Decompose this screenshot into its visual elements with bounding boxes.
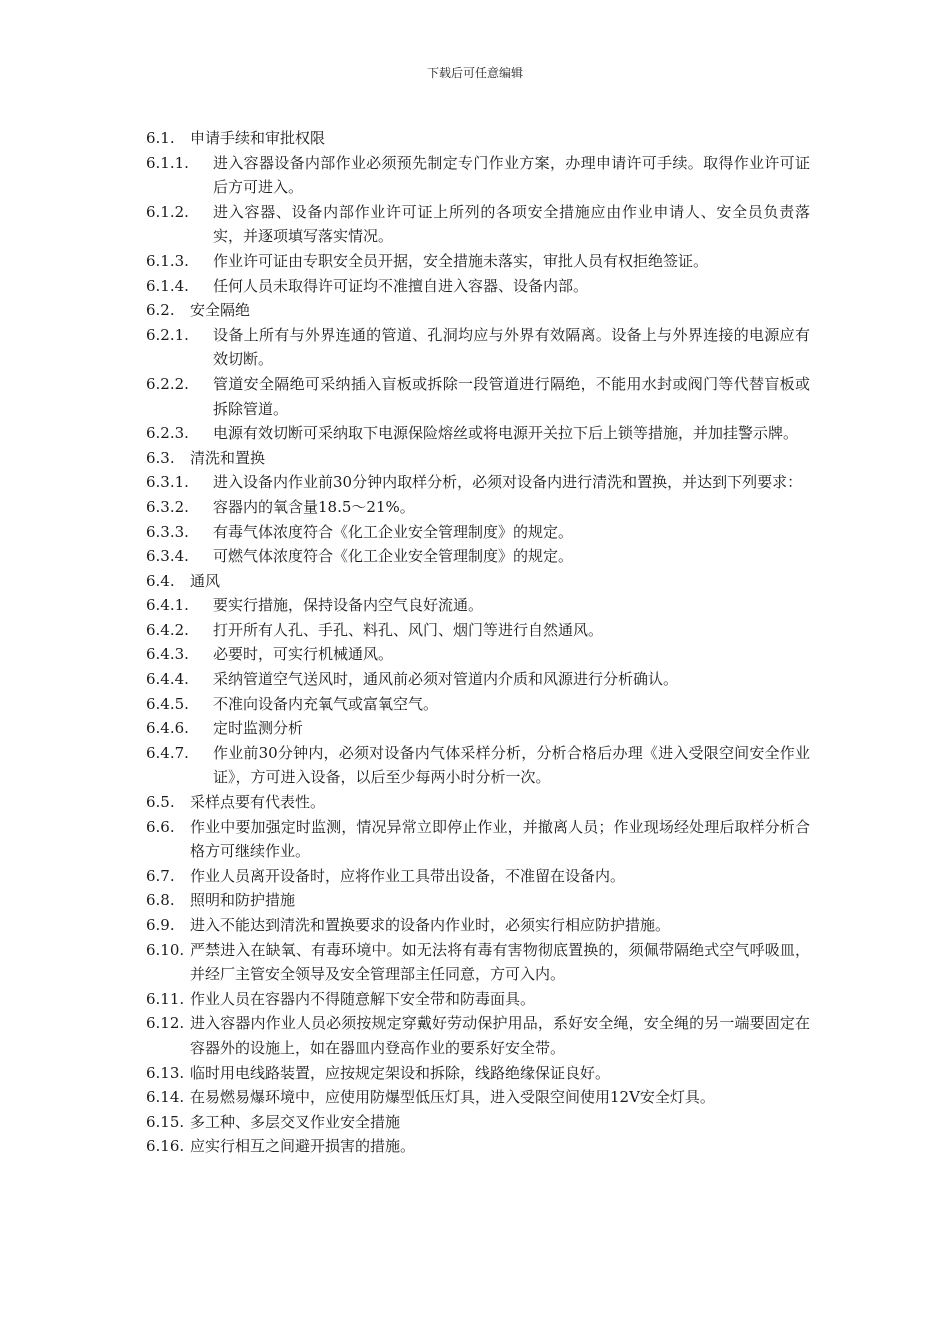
section-item	[146, 618, 810, 643]
section-item	[146, 667, 810, 692]
section-number: 6.4.6.	[146, 719, 189, 738]
section-item	[146, 593, 810, 618]
section-number: 6.1.4.	[146, 276, 189, 295]
section-text: 打开所有人孔、手孔、料孔、风门、烟门等进行自然通风。	[213, 620, 604, 639]
section-text: 作业许可证由专职安全员开据，安全措施未落实，审批人员有权拒绝签证。	[213, 251, 709, 270]
section-item	[146, 520, 810, 545]
section-item	[146, 716, 810, 741]
section-text: 作业前30分钟内，必须对设备内气体采样分析，分析合格后办理《进入受限空间安全作业证》，方可进入设备，以后至少每两小时分析一次。	[213, 743, 810, 787]
section-item	[146, 642, 810, 667]
section-number: 6.2.2.	[146, 374, 189, 393]
section-number: 6.3.	[146, 448, 175, 467]
section-number: 6.4.7.	[146, 743, 189, 762]
section-number: 6.4.2.	[146, 620, 189, 639]
section-text: 申请手续和审批权限	[190, 129, 326, 147]
section-text: 定时监测分析	[213, 719, 304, 738]
section-item	[146, 446, 810, 471]
section-text: 进入容器内作业人员必须按规定穿戴好劳动保护用品，系好安全绳，安全绳的另一端要固定在容器外的设施上，如在器皿内登高作业的要系好安全带。	[190, 1014, 810, 1057]
section-item	[146, 126, 810, 151]
section-item	[146, 815, 810, 864]
section-item	[146, 987, 810, 1012]
section-item	[146, 249, 810, 274]
section-item	[146, 1085, 810, 1110]
section-item	[146, 1110, 810, 1135]
section-text: 进入不能达到清洗和置换要求的设备内作业时，必须实行相应防护措施。	[190, 916, 671, 934]
section-text: 要实行措施，保持设备内空气良好流通。	[213, 596, 484, 615]
section-item	[146, 470, 810, 495]
section-number: 6.1.	[146, 129, 175, 147]
section-item	[146, 544, 810, 569]
section-item	[146, 569, 810, 594]
section-text: 容器内的氧含量18.5～21%。	[213, 497, 415, 516]
section-number: 6.4.4.	[146, 670, 189, 689]
section-text: 进入容器、设备内部作业许可证上所列的各项安全措施应由作业申请人、安全员负责落实，并逐项填写落实情况。	[213, 202, 810, 246]
section-item	[146, 741, 810, 790]
section-number: 6.3.2.	[146, 497, 189, 516]
section-text: 通风	[190, 571, 221, 590]
section-item	[146, 790, 810, 815]
section-number: 6.6.	[146, 817, 175, 836]
section-number: 6.9.	[146, 916, 175, 934]
section-text: 作业人员离开设备时，应将作业工具带出设备，不准留在设备内。	[190, 866, 626, 885]
section-text: 不准向设备内充氧气或富氧空气。	[213, 694, 439, 713]
section-text: 严禁进入在缺氧、有毒环境中。如无法将有毒有害物彻底置换的，须佩带隔绝式空气呼吸皿，并经厂主管安全领导及安全管理部主任同意，方可入内。	[190, 940, 810, 984]
section-text: 任何人员未取得许可证均不准擅自进入容器、设备内部。	[213, 276, 589, 295]
section-number: 6.7.	[146, 866, 175, 885]
section-number: 6.1.2.	[146, 202, 189, 221]
section-item	[146, 1134, 810, 1159]
section-text: 作业人员在容器内不得随意解下安全带和防毒面具。	[190, 989, 536, 1008]
section-number: 6.2.3.	[146, 424, 189, 443]
section-item	[146, 1061, 810, 1086]
section-number: 6.2.	[146, 301, 175, 320]
section-text: 电源有效切断可采纳取下电源保险熔丝或将电源开关拉下后上锁等措施，并加挂警示牌。	[213, 424, 799, 443]
section-item	[146, 274, 810, 299]
section-item	[146, 938, 810, 987]
section-number: 6.4.3.	[146, 645, 189, 664]
section-number: 6.3.4.	[146, 547, 189, 566]
section-number: 6.5.	[146, 793, 175, 812]
section-text: 应实行相互之间避开损害的措施。	[190, 1137, 416, 1156]
section-item	[146, 864, 810, 889]
section-number: 6.4.1.	[146, 596, 189, 615]
section-number: 6.10.	[146, 940, 185, 959]
section-text: 作业中要加强定时监测，情况异常立即停止作业，并撤离人员；作业现场经处理后取样分析合格方可继续作业。	[190, 817, 810, 861]
page-header: 下载后可任意编辑	[426, 66, 523, 80]
section-number: 6.11.	[146, 989, 185, 1008]
section-number: 6.1.1.	[146, 153, 189, 172]
section-item	[146, 421, 810, 446]
section-text: 临时用电线路装置，应按规定架设和拆除，线路绝缘保证良好。	[190, 1063, 611, 1082]
section-number: 6.15.	[146, 1112, 185, 1131]
section-item	[146, 298, 810, 323]
section-item	[146, 888, 810, 913]
section-number: 6.1.3.	[146, 251, 189, 270]
section-item	[146, 913, 810, 938]
section-text: 设备上所有与外界连通的管道、孔洞均应与外界有效隔离。设备上与外界连接的电源应有效切断。	[213, 325, 810, 369]
section-text: 采纳管道空气送风时，通风前必须对管道内介质和风源进行分析确认。	[213, 670, 679, 689]
section-item	[146, 372, 810, 421]
section-text: 进入设备内作业前30分钟内取样分析，必须对设备内进行清洗和置换，并达到下列要求：	[213, 473, 803, 492]
section-text: 清洗和置换	[190, 448, 266, 467]
section-text: 采样点要有代表性。	[190, 793, 326, 812]
section-item	[146, 323, 810, 372]
section-number: 6.4.	[146, 571, 175, 590]
section-number: 6.8.	[146, 891, 175, 910]
section-text: 可燃气体浓度符合《化工企业安全管理制度》的规定。	[213, 547, 574, 566]
section-number: 6.16.	[146, 1137, 185, 1156]
section-item	[146, 495, 810, 520]
section-number: 6.2.1.	[146, 325, 189, 344]
section-text: 安全隔绝	[190, 301, 251, 320]
section-text: 进入容器设备内部作业必须预先制定专门作业方案，办理申请许可手续。取得作业许可证后方可进入。	[213, 153, 810, 197]
section-number: 6.14.	[146, 1088, 185, 1107]
section-number: 6.3.1.	[146, 473, 189, 492]
section-item	[146, 151, 810, 200]
section-text: 必要时，可实行机械通风。	[213, 645, 394, 664]
section-text: 多工种、多层交叉作业安全措施	[190, 1112, 401, 1131]
section-item	[146, 200, 810, 249]
document-body	[146, 126, 810, 1159]
section-item	[146, 1011, 810, 1060]
section-number: 6.4.5.	[146, 694, 189, 713]
section-text: 在易燃易爆环境中，应使用防爆型低压灯具，进入受限空间使用12V安全灯具。	[190, 1088, 715, 1107]
section-text: 有毒气体浓度符合《化工企业安全管理制度》的规定。	[213, 522, 574, 541]
section-number: 6.3.3.	[146, 522, 189, 541]
section-text: 管道安全隔绝可采纳插入盲板或拆除一段管道进行隔绝，不能用水封或阀门等代替盲板或拆除管道。	[213, 374, 810, 418]
section-item	[146, 692, 810, 717]
section-number: 6.13.	[146, 1063, 185, 1082]
section-number: 6.12.	[146, 1014, 185, 1033]
section-text: 照明和防护措施	[190, 891, 296, 910]
